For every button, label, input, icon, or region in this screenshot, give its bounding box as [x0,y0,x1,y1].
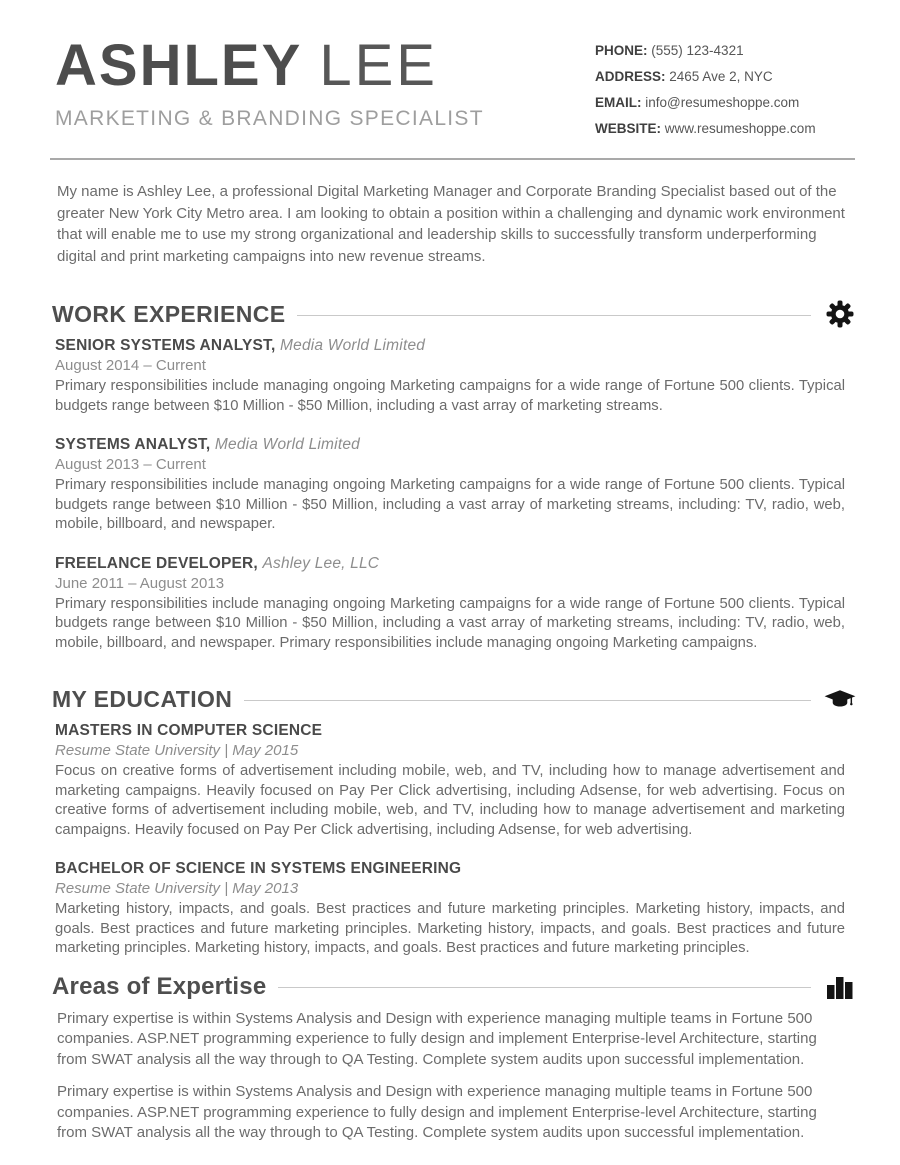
job-description: Primary responsibilities include managing ongoing Marketing campaigns for a wide range of Fortune 500 clients. Typical budgets range between $10 Million - $50 Million, including a vast array of marketing streams, including: TV, radio, web, mobile, billboard, and newspaper. Primary responsibilities include managing ongoing Marketing campaigns. [55,595,845,651]
job-title: FREELANCE DEVELOPER, [55,554,258,572]
job-dates: August 2014 – Current [55,357,206,374]
address-label: ADDRESS: [595,69,666,84]
degree-description: Focus on creative forms of advertisement including mobile, web, and TV, including how to manage advertisement and marketing campaigns. Heavily focused on Pay Per Click advertising, including Adsense, for web advertising. Focus on creative forms of advertisement including mobile, web, and TV, including how to manage advertisement and marketing campaigns. Heavily focused on Pay Per Click advertising, including Adsense, for web advertising. [55,763,845,838]
work-section-title: WORK EXPERIENCE [52,300,286,327]
contact-phone [595,38,845,64]
website-label: WEBSITE: [595,121,661,136]
website-value: www.resumeshoppe.com [661,121,816,136]
expertise-paragraph: Primary expertise is within Systems Analysis and Design with experience managing multiple teams in Fortune 500 companies. ASP.NET programming experience to fully design and implement Enterprise-level Architecture, starting from SWAT analysis all the way through to QA Testing. Complete system audits upon successful implementation. [57,1083,817,1141]
expertise-section-header [52,973,857,1001]
job-title-line [55,436,845,454]
job-company: Media World Limited [214,436,360,453]
job-title: SYSTEMS ANALYST, [55,436,211,453]
job-description: Primary responsibilities include managing ongoing Marketing campaigns for a wide range of Fortune 500 clients. Typical budgets range between $10 Million - $50 Million, including a vast array of marketing streams. [55,378,845,414]
job-title-line [55,337,845,355]
first-name: ASHLEY [55,33,302,98]
name [55,33,484,98]
work-section-header [52,300,857,328]
phone-value: (555) 123-4321 [647,43,744,58]
graduation-cap-icon [823,686,857,713]
education-section-header [52,686,857,713]
degree-school: Resume State University | May 2013 [55,880,299,897]
gear-icon [823,300,857,328]
job-entry [55,436,845,535]
job-dates: August 2013 – Current [55,456,206,473]
expertise-section-title: Areas of Expertise [52,972,267,1000]
job-description: Primary responsibilities include managing ongoing Marketing campaigns for a wide range of Fortune 500 clients. Typical budgets range between $10 Million - $50 Million, including a vast array of marketing streams, including: TV, radio, web, mobile, billboard, and newspaper. [55,477,845,532]
header-divider [50,158,855,160]
address-value: 2465 Ave 2, NYC [665,69,773,84]
professional-title: MARKETING & BRANDING SPECIALIST [55,106,484,130]
education-section-title: MY EDUCATION [52,686,233,712]
degree-school: Resume State University | May 2015 [55,742,299,759]
phone-label: PHONE: [595,43,648,58]
job-entry [55,337,845,416]
job-title-line [55,555,845,573]
section-work-experience [0,300,900,653]
contact-address [595,64,845,90]
work-section-rule [297,315,811,316]
last-name: LEE [319,33,438,98]
summary-paragraph: My name is Ashley Lee, a professional Digital Marketing Manager and Corporate Branding Specialist based out of the greater New York City Metro area. I am looking to obtain a position within a challenging and dynamic work environment that will enable me to use my strong organizational and leadership skills to successfully transform underperforming digital and print marketing campaigns into new revenue streams. [57,183,845,265]
job-title: SENIOR SYSTEMS ANALYST, [55,337,276,354]
job-company: Ashley Lee, LLC [262,554,380,572]
job-entry [55,555,845,654]
identity-block [55,33,484,142]
email-value: info@resumeshoppe.com [641,95,800,110]
degree-entry [55,860,845,959]
contact-block [595,38,845,142]
degree-title: BACHELOR OF SCIENCE IN SYSTEMS ENGINEERING [55,860,462,877]
section-education [0,686,900,959]
bar-chart-icon [823,974,857,1000]
degree-entry [55,722,845,840]
contact-website [595,116,845,142]
degree-title: MASTERS IN COMPUTER SCIENCE [55,722,323,739]
job-company: Media World Limited [280,337,426,354]
contact-email [595,90,845,116]
expertise-paragraph: Primary expertise is within Systems Analysis and Design with experience managing multiple teams in Fortune 500 companies. ASP.NET programming experience to fully design and implement Enterprise-level Architecture, starting from SWAT analysis all the way through to QA Testing. Complete system audits upon successful implementation. [57,1009,817,1068]
expertise-section-rule [278,987,811,988]
header [0,0,900,142]
email-label: EMAIL: [595,95,642,110]
degree-description: Marketing history, impacts, and goals. Best practices and future marketing principles. Marketing history, impacts, and goals. Best practices and future marketing principles. Marketing history, impacts, and goals. Best practices and future marketing principles. Marketing history, impacts, and goals. Best practices and future marketing principles. [55,901,845,956]
section-expertise [0,973,900,1144]
job-dates: June 2011 – August 2013 [55,574,225,592]
education-section-rule [244,700,811,701]
